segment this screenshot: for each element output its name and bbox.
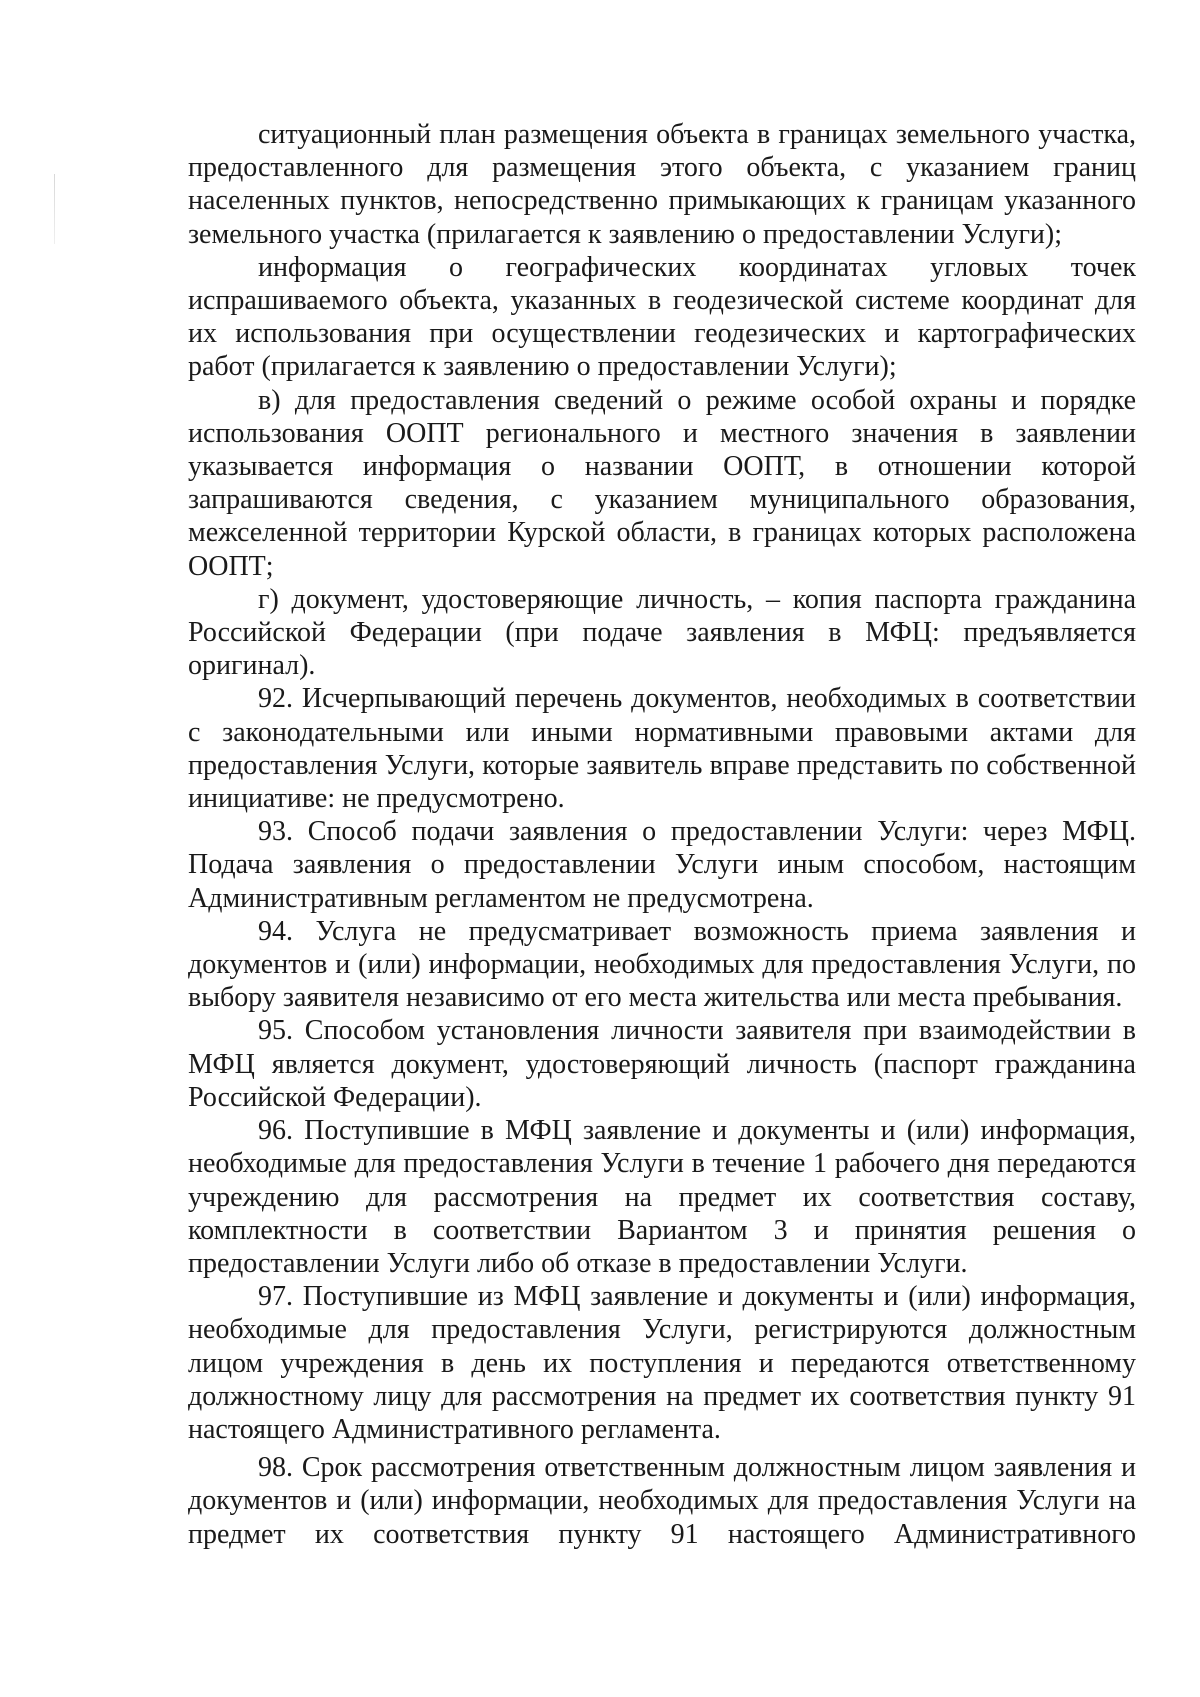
paragraph-item-v: в) для предоставления сведений о режиме особой охраны и порядке использования ООПТ регионального и местного значения в заявлении указывается информация о названии ООПТ, в отношении которой запрашиваются сведения, с указанием муниципального образования, межселенной территории Курской области, в границах которых расположена ООПТ;	[188, 384, 1136, 582]
paragraph-coordinates-info: информация о географических координатах угловых точек испрашиваемого объекта, указанных в геодезической системе координат для их использования при осуществлении геодезических и картографических работ (прилагается к заявлению о предоставлении Услуги);	[188, 251, 1136, 383]
paragraph-96: 96. Поступившие в МФЦ заявление и документы и (или) информация, необходимые для предоставления Услуги в течение 1 рабочего дня передаются учреждению для рассмотрения на предмет их соответствия составу, комплектности в соответствии Вариантом 3 и принятия решения о предоставлении Услуги либо об отказе в предоставлении Услуги.	[188, 1115, 1136, 1279]
paragraph-situational-plan: ситуационный план размещения объекта в границах земельного участка, предоставленного для размещения этого объекта, с указанием границ населенных пунктов, непосредственно примыкающих к границам указанного земельного участка (прилагается к заявлению о предоставлении Услуги);	[188, 119, 1136, 250]
scan-margin-mark	[54, 174, 55, 244]
document-body	[188, 118, 1136, 1551]
paragraph-94: 94. Услуга не предусматривает возможность приема заявления и документов и (или) информации, необходимых для предоставления Услуги, по выбору заявителя независимо от его места жительства или места пребывания.	[188, 915, 1136, 1014]
paragraph-item-g: г) документ, удостоверяющие личность, – копия паспорта гражданина Российской Федерации (при подаче заявления в МФЦ: предъявляется оригинал).	[188, 583, 1136, 682]
paragraph-98: 98. Срок рассмотрения ответственным должностным лицом заявления и документов и (или) информации, необходимых для предоставления Услуги на предмет их соответствия пункту 91 настоящего Административного	[188, 1452, 1136, 1550]
paragraph-93: 93. Способ подачи заявления о предоставлении Услуги: через МФЦ. Подача заявления о предоставлении Услуги иным способом, настоящим Административным регламентом не предусмотрена.	[188, 816, 1136, 914]
paragraph-92: 92. Исчерпывающий перечень документов, необходимых в соответствии с законодательными или иными нормативными правовыми актами для предоставления Услуги, которые заявитель вправе представить по собственной инициативе: не предусмотрено.	[188, 683, 1136, 815]
paragraph-95: 95. Способом установления личности заявителя при взаимодействии в МФЦ является документ, удостоверяющий личность (паспорт гражданина Российской Федерации).	[188, 1015, 1136, 1113]
paragraph-97: 97. Поступившие из МФЦ заявление и документы и (или) информация, необходимые для предоставления Услуги, регистрируются должностным лицом учреждения в день их поступления и передаются ответственному должностному лицу для рассмотрения на предмет их соответствия пункту 91 настоящего Административного регламента.	[188, 1281, 1136, 1445]
